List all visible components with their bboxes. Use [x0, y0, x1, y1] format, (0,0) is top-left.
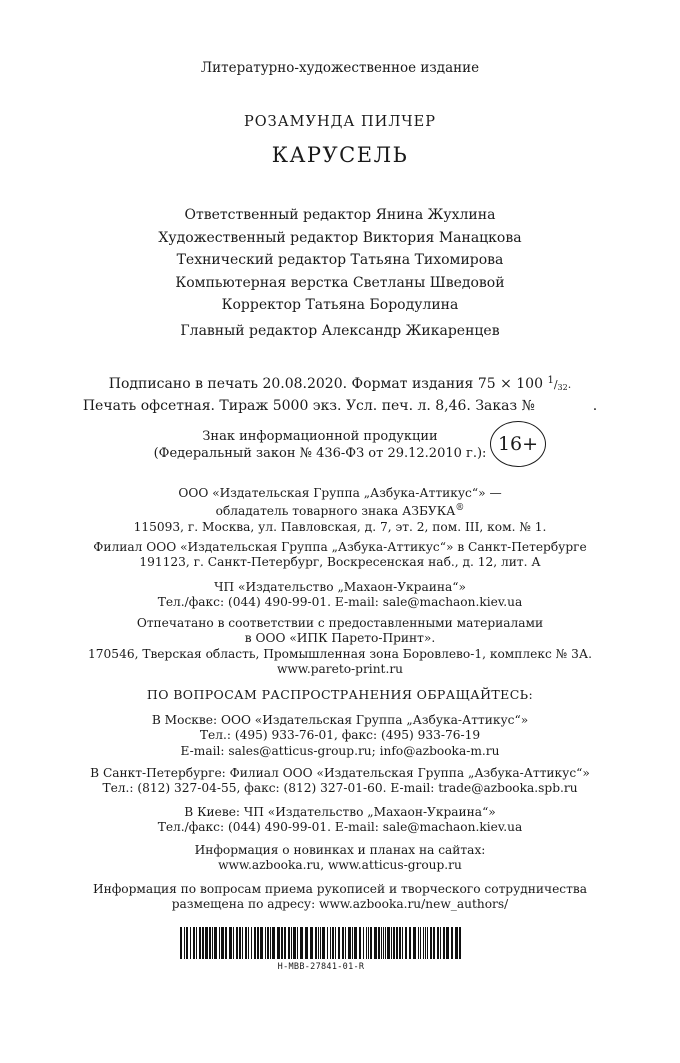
printer-line: Отпечатано в соответствии с предоставленными материалами: [136, 616, 544, 630]
barcode-bar: [315, 927, 317, 959]
barcode-bar: [202, 927, 204, 959]
barcode-bar: [297, 927, 298, 959]
barcode-bar: [409, 927, 411, 959]
barcode-bar: [366, 927, 367, 959]
barcode-bar: [378, 927, 380, 959]
barcode-bar: [272, 927, 275, 959]
moscow-line: В Москве: ООО «Издательская Группа „Азбука-Аттикус“»: [151, 713, 529, 727]
credits-list: [0, 204, 680, 317]
barcode-bar: [338, 927, 340, 959]
kiev-phone: Тел./факс: (044) 490-99-01. E-mail: sale@machaon.kiev.ua: [157, 820, 523, 835]
barcode-bar: [267, 927, 269, 959]
barcode-bar: [396, 927, 398, 959]
barcode-bar: [300, 927, 303, 959]
barcode-bar: [193, 927, 195, 959]
barcode-bar: [335, 927, 336, 959]
publisher-block: [0, 486, 680, 535]
barcode-bar: [320, 927, 321, 959]
barcode-bar: [402, 927, 403, 959]
age-law-line: (Федеральный закон № 436-ФЗ от 29.12.2010 г.):: [153, 446, 487, 461]
barcode-bar: [363, 927, 364, 959]
barcode-bar: [186, 927, 188, 959]
barcode-bar: [281, 927, 283, 959]
print-details-line: [0, 371, 680, 397]
credit-line: Художественный редактор Виктория Манацкова: [158, 229, 522, 246]
barcode-bar: [180, 927, 182, 959]
barcode-bar: [387, 927, 390, 959]
barcode-bar: [265, 927, 266, 959]
barcode-bar: [322, 927, 325, 959]
barcode-bar: [184, 927, 185, 959]
author-name: РОЗАМУНДА ПИЛЧЕР: [244, 114, 436, 130]
ukraine-publisher-block: [0, 580, 680, 611]
chief-editor: Главный редактор Александр Жикаренцев: [180, 323, 500, 339]
barcode-bar: [205, 927, 208, 959]
barcode-bar: [345, 927, 346, 959]
printer-line: в ООО «ИПК Парето-Принт».: [244, 631, 436, 646]
publisher-address: 115093, г. Москва, ул. Павловская, д. 7, эт. 2, пом. III, ком. № 1.: [133, 519, 547, 534]
news-line: Информация о новинках и планах на сайтах:: [194, 843, 486, 857]
barcode-bar: [277, 927, 280, 959]
barcode-bar: [459, 927, 461, 959]
barcode-bar: [391, 927, 392, 959]
format-denominator: 32: [557, 383, 568, 392]
trademark-line: обладатель товарного знака АЗБУКА®: [215, 503, 465, 519]
barcode-bar: [393, 927, 395, 959]
credit-line: Корректор Татьяна Бородулина: [221, 297, 459, 313]
spb-line: В Санкт-Петербурге: Филиал ООО «Издательская Группа „Азбука-Аттикус“»: [90, 766, 590, 780]
moscow-email: E-mail: sales@atticus-group.ru; info@azbooka-m.ru: [180, 743, 500, 758]
barcode-code: Н-МВВ-27841-01-R: [277, 962, 365, 972]
format-numerator: 1: [547, 375, 554, 386]
barcode-bar: [405, 927, 407, 959]
barcode-bar: [257, 927, 259, 959]
barcode-bar: [423, 927, 424, 959]
barcode-bar: [327, 927, 328, 959]
branch-block: [0, 540, 680, 571]
printer-address: 170546, Тверская область, Промышленная зона Боровлево-1, комплекс № 3А.: [88, 646, 592, 661]
manuscripts-line: Информация по вопросам приема рукописей и творческого сотрудничества: [92, 882, 587, 896]
barcode-bar: [260, 927, 263, 959]
registered-mark: ®: [455, 503, 465, 514]
barcode-bar: [284, 927, 286, 959]
barcode-bar: [359, 927, 361, 959]
age-info-line: Знак информационной продукции: [202, 429, 438, 444]
format-fraction: $^1/_{32}$.: [547, 375, 572, 392]
barcode-bar: [427, 927, 428, 959]
barcode-bar: [413, 927, 416, 959]
barcode-bar: [437, 927, 439, 959]
print-details: [0, 371, 680, 416]
barcode-bar: [354, 927, 357, 959]
barcode-bar: [209, 927, 211, 959]
distribution-heading: ПО ВОПРОСАМ РАСПРОСТРАНЕНИЯ ОБРАЩАЙТЕСЬ:: [146, 687, 534, 702]
credit-line: Технический редактор Татьяна Тихомирова: [176, 252, 504, 268]
barcode-bar: [245, 927, 247, 959]
barcode-bar: [229, 927, 232, 959]
publisher-line: ООО «Издательская Группа „Азбука-Аттикус“» —: [178, 486, 502, 500]
barcode-bar: [219, 927, 220, 959]
barcode-bar: [318, 927, 319, 959]
branch-line: Филиал ООО «Издательская Группа „Азбука-Аттикус“» в Санкт-Петербурге: [93, 540, 587, 554]
barcode-bar: [293, 927, 296, 959]
barcode-bar: [374, 927, 377, 959]
age-rating-badge: [490, 421, 546, 467]
printer-website: www.pareto-print.ru: [276, 661, 403, 676]
print-run-line: Печать офсетная. Тираж 5000 экз. Усл. печ. л. 8,46. Заказ № .: [82, 398, 598, 414]
ukraine-contacts: Тел./факс: (044) 490-99-01. E-mail: sale@machaon.kiev.ua: [157, 595, 523, 610]
moscow-phone: Тел.: (495) 933-76-01, факс: (495) 933-76-19: [199, 728, 481, 743]
barcode-bar: [352, 927, 353, 959]
barcode-bar: [451, 927, 453, 959]
barcode-bar: [370, 927, 372, 959]
signed-line: Подписано в печать 20.08.2020. Формат издания 75 × 100: [108, 376, 543, 392]
barcode-bar: [399, 927, 401, 959]
barcode-bar: [221, 927, 224, 959]
spb-contacts: [0, 766, 680, 797]
barcode-bar: [270, 927, 271, 959]
barcode-bar: [212, 927, 213, 959]
barcode-bar: [420, 927, 421, 959]
kiev-contacts: [0, 805, 680, 836]
branch-address: 191123, г. Санкт-Петербург, Воскресенская наб., д. 12, лит. А: [139, 555, 541, 570]
barcode-bar: [385, 927, 386, 959]
spb-phone: Тел.: (812) 327-04-55, факс: (812) 327-01-60. E-mail: trade@azbooka.spb.ru: [102, 781, 578, 796]
barcode-bar: [214, 927, 217, 959]
kiev-line: В Киеве: ЧП «Издательство „Махаон-Украина“»: [184, 805, 496, 819]
news-info: [0, 843, 680, 874]
barcode-bar: [418, 927, 419, 959]
barcode-bar: [242, 927, 243, 959]
barcode-bar: [239, 927, 241, 959]
printer-block: [0, 616, 680, 677]
barcode-bar: [199, 927, 201, 959]
news-websites: www.azbooka.ru, www.atticus-group.ru: [218, 858, 462, 873]
credit-line: Компьютерная верстка Светланы Шведовой: [175, 274, 505, 291]
barcode-bar: [190, 927, 191, 959]
barcode-bar: [305, 927, 308, 959]
barcode-bar: [455, 927, 458, 959]
barcode-bar: [330, 927, 331, 959]
manuscripts-info: [0, 882, 680, 913]
barcode-bar: [381, 927, 382, 959]
barcode-bar: [248, 927, 249, 959]
barcode-bar: [288, 927, 290, 959]
barcode-bar: [430, 927, 432, 959]
barcode-bar: [440, 927, 441, 959]
barcode-bar: [342, 927, 344, 959]
barcode-bar: [310, 927, 313, 959]
barcode-bar: [196, 927, 197, 959]
barcode-bar: [383, 927, 384, 959]
barcode-bar: [443, 927, 445, 959]
barcode-bar: [425, 927, 426, 959]
barcode-bar: [446, 927, 449, 959]
barcode-bar: [236, 927, 238, 959]
barcode-graphic: [180, 927, 462, 959]
barcode-bar: [254, 927, 256, 959]
credit-line: Ответственный редактор Янина Жухлина: [184, 207, 496, 223]
moscow-contacts: [0, 713, 680, 759]
barcode-bar: [291, 927, 292, 959]
barcode-bar: [225, 927, 227, 959]
barcode-bar: [433, 927, 435, 959]
manuscripts-address: размещена по адресу: www.azbooka.ru/new_authors/: [171, 897, 509, 912]
book-title: КАРУСЕЛЬ: [271, 143, 409, 167]
barcode-bar: [251, 927, 252, 959]
genre-label: Литературно-художественное издание: [200, 60, 480, 76]
ukraine-publisher-line: ЧП «Издательство „Махаон-Украина“»: [214, 580, 466, 594]
barcode-bar: [368, 927, 369, 959]
barcode-bar: [348, 927, 351, 959]
barcode-bar: [233, 927, 234, 959]
age-rating-info: [130, 428, 510, 462]
barcode-bar: [332, 927, 334, 959]
age-rating-text: 16+: [497, 433, 539, 455]
